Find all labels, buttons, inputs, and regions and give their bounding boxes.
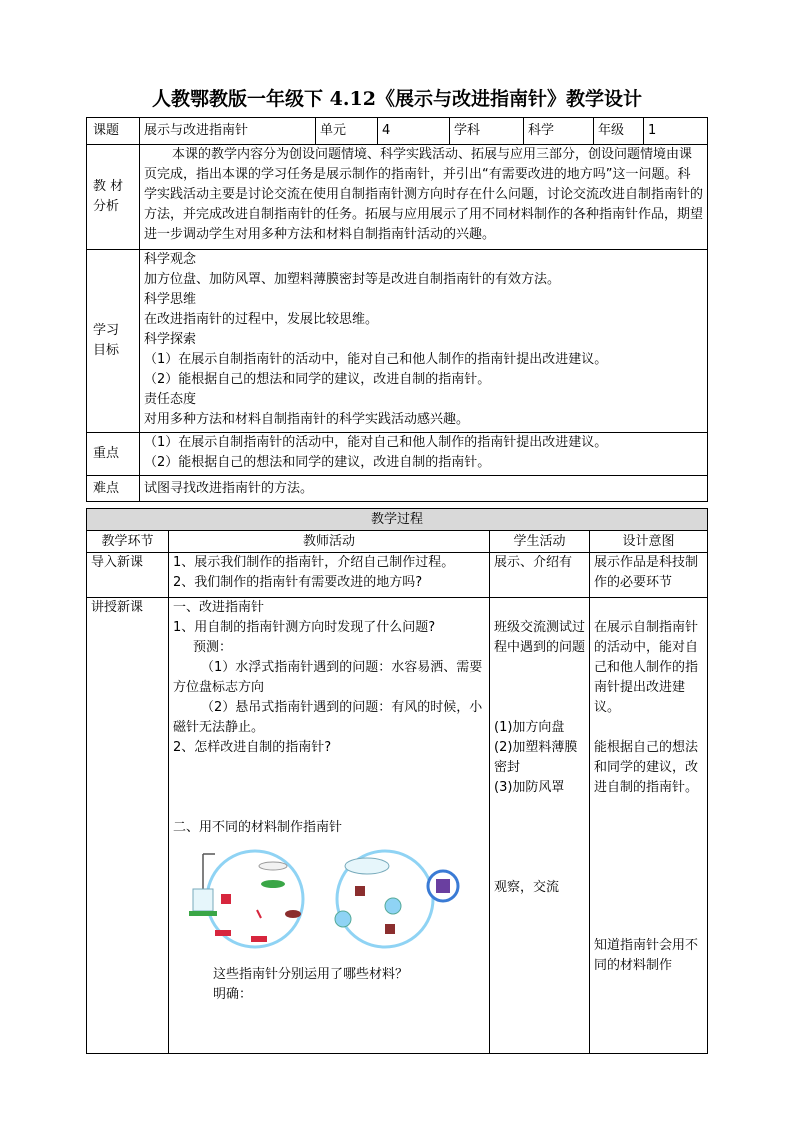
suspended-compass-diagram bbox=[335, 851, 458, 947]
student-improvement: (3)加防风罩 bbox=[494, 780, 565, 795]
lesson-info-table bbox=[86, 117, 708, 502]
objective-line: 加方位盘、加防风罩、加塑料薄膜密封等是改进自制指南针的有效方法。 bbox=[144, 272, 561, 287]
page-title: 人教鄂教版一年级下 4.12《展示与改进指南针》教学设计 bbox=[152, 88, 642, 110]
teaching-process-table bbox=[86, 508, 708, 1054]
intent-line: 能根据自己的想法和同学的建议，改进自制的指南针。 bbox=[594, 740, 699, 795]
student-improvement: (2)加塑料薄膜密封 bbox=[494, 740, 578, 775]
student-observe: 观察，交流 bbox=[494, 880, 560, 895]
col-intent: 设计意图 bbox=[590, 531, 708, 553]
col-teacher: 教师活动 bbox=[169, 531, 490, 553]
intro-teacher-line: 2、我们制作的指南针有需要改进的地方吗? bbox=[173, 575, 423, 590]
section-heading: 二、用不同的材料制作指南针 bbox=[173, 820, 343, 835]
difficulty-text: 试图寻找改进指南针的方法。 bbox=[140, 476, 708, 502]
student-improvement: (1)加方向盘 bbox=[494, 720, 565, 735]
prediction-line: （1）水浮式指南针遇到的问题：水容易洒、需要方位盘标志方向 bbox=[173, 660, 483, 695]
col-student: 学生活动 bbox=[490, 531, 590, 553]
key-points-label: 重点 bbox=[87, 433, 140, 476]
intent-line: 在展示自制指南针的活动中，能对自己和他人制作的指南针提出改进建议。 bbox=[594, 620, 699, 715]
clarify-label: 明确： bbox=[213, 987, 253, 1002]
analysis-label: 教 材 分析 bbox=[87, 145, 140, 250]
topic-value: 展示与改进指南针 bbox=[140, 118, 316, 145]
floating-compass-diagram bbox=[189, 851, 303, 947]
analysis-text: 本课的教学内容分为创设问题情境、科学实践活动、拓展与应用三部分，创设问题情境由课页完成，指出本课的学习任务是展示制作的指南针，并引出“有需要改进的地方吗”这一问题。科学实践活动主要是讨论交流在使用自制指南针测方向时存在什么问题，讨论交流改进自制指南针的方法，并完成改进自制指南针的任务。拓展与应用展示了用不同材料制作的各种指南针作品，期望进一步调动学生对用多种方法和材料自制指南针活动的兴趣。 bbox=[140, 145, 708, 250]
objective-line: 科学思维 bbox=[144, 292, 197, 307]
intro-intent: 展示作品是科技制作的必要环节 bbox=[590, 553, 708, 598]
objective-line: （2）能根据自己的想法和同学的建议，改进自制的指南针。 bbox=[144, 372, 491, 387]
intro-teacher bbox=[169, 553, 490, 598]
process-header: 教学过程 bbox=[87, 509, 708, 531]
key-point-line: （2）能根据自己的想法和同学的建议，改进自制的指南针。 bbox=[144, 455, 491, 470]
key-point-line: （1）在展示自制指南针的活动中，能对自己和他人制作的指南针提出改进建议。 bbox=[144, 435, 608, 450]
objective-line: 科学探索 bbox=[144, 332, 197, 347]
objective-line: 科学观念 bbox=[144, 252, 197, 267]
prediction-line: （2）悬吊式指南针遇到的问题：有风的时候，小磁针无法静止。 bbox=[173, 700, 483, 735]
lecture-teacher bbox=[169, 598, 490, 1054]
intro-teacher-line: 1、展示我们制作的指南针，介绍自己制作过程。 bbox=[173, 555, 455, 570]
section-heading: 一、改进指南针 bbox=[173, 600, 265, 615]
objective-line: 对用多种方法和材料自制指南针的科学实践活动感兴趣。 bbox=[144, 412, 470, 427]
intro-student: 展示、介绍有 bbox=[490, 553, 590, 598]
topic-label: 课题 bbox=[87, 118, 140, 145]
objective-line: 在改进指南针的过程中，发展比较思维。 bbox=[144, 312, 379, 327]
objectives-content bbox=[140, 250, 708, 433]
key-points-content bbox=[140, 433, 708, 476]
lecture-stage: 讲授新课 bbox=[87, 598, 169, 1054]
grade-value: 1 bbox=[644, 118, 708, 145]
student-activity: 班级交流测试过程中遇到的问题 bbox=[494, 620, 586, 655]
intro-stage: 导入新课 bbox=[87, 553, 169, 598]
subject-value: 科学 bbox=[524, 118, 594, 145]
subject-label: 学科 bbox=[450, 118, 524, 145]
unit-value: 4 bbox=[378, 118, 450, 145]
compass-illustrations bbox=[185, 844, 465, 954]
col-stage: 教学环节 bbox=[87, 531, 169, 553]
materials-question: 这些指南针分别运用了哪些材料？ bbox=[213, 967, 409, 982]
question-line: 2、怎样改进自制的指南针? bbox=[173, 740, 332, 755]
predict-label: 预测： bbox=[193, 640, 233, 655]
grade-label: 年级 bbox=[594, 118, 644, 145]
unit-label: 单元 bbox=[316, 118, 378, 145]
difficulty-label: 难点 bbox=[87, 476, 140, 502]
lecture-student bbox=[490, 598, 590, 1054]
question-line: 1、用自制的指南针测方向时发现了什么问题? bbox=[173, 620, 436, 635]
objective-line: 责任态度 bbox=[144, 392, 197, 407]
intent-line: 知道指南针会用不同的材料制作 bbox=[594, 938, 699, 973]
objective-line: （1）在展示自制指南针的活动中，能对自己和他人制作的指南针提出改进建议。 bbox=[144, 352, 608, 367]
lecture-intent bbox=[590, 598, 708, 1054]
objectives-label: 学习 目标 bbox=[87, 250, 140, 433]
